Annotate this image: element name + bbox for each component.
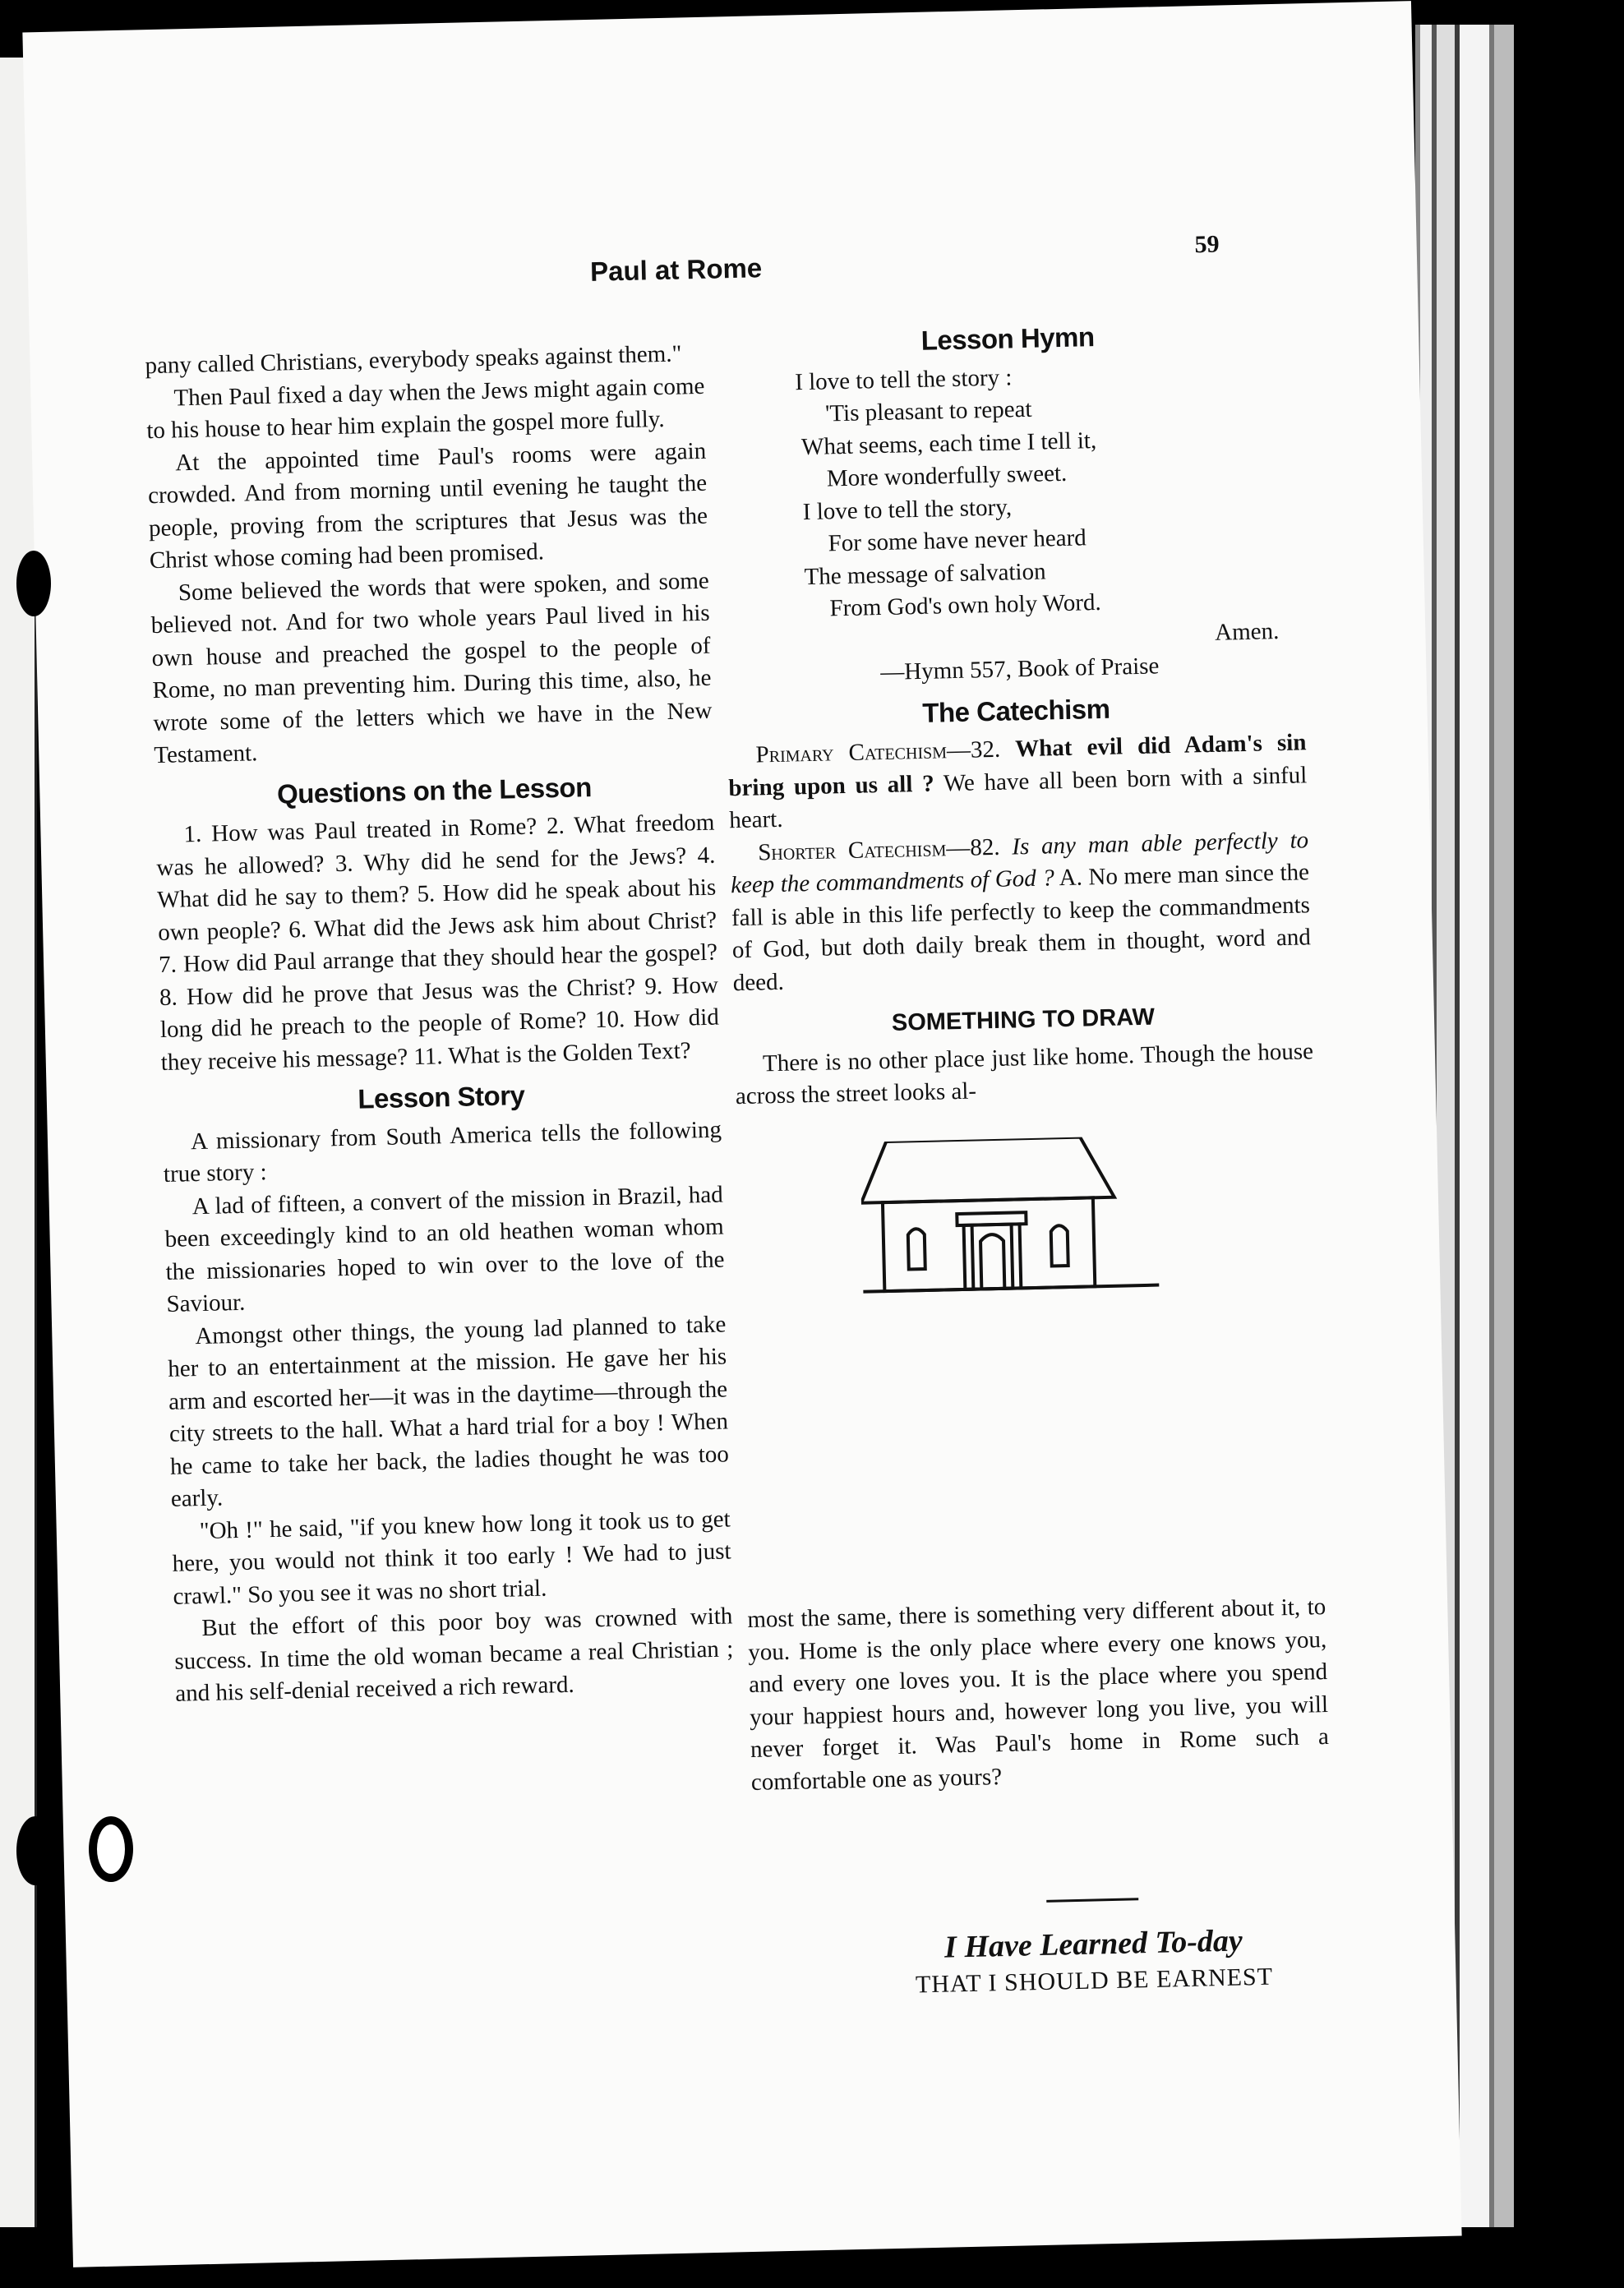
right-column xyxy=(718,307,1319,1308)
house-drawing xyxy=(860,1135,1175,1307)
catechism-heading: The Catechism xyxy=(921,693,1110,728)
hymn-amen: Amen. xyxy=(1214,617,1280,646)
hymn-source: —Hymn 557, Book of Praise xyxy=(879,653,1160,686)
story-paragraph: "Oh !" he said, "if you knew how long it took us to get here, you would not think it too early ! We had to just crawl." So you see it was no short trial. xyxy=(172,1505,731,1610)
hymn-line: 'Tis pleasant to repeat xyxy=(824,395,1032,427)
hymn-line: What seems, each time I tell it, xyxy=(800,427,1097,460)
page-number: 59 xyxy=(1194,230,1220,259)
learned-text: THAT I SHOULD BE EARNEST xyxy=(915,1963,1274,1999)
hymn-line: More wonderfully sweet. xyxy=(826,459,1068,492)
binding-hole xyxy=(16,551,51,616)
paragraph: At the appointed time Paul's rooms were again crowded. And from morning until evening he taught the people, proving from the scriptures that Jesus was the Christ whose coming had been promised. xyxy=(147,437,708,574)
draw-heading: SOMETHING TO DRAW xyxy=(891,1003,1156,1036)
shorter-catechism-question: Is any man able perfectly to keep the commandments of God ? xyxy=(730,826,1309,899)
learned-today xyxy=(829,1893,1357,2000)
story-heading: Lesson Story xyxy=(357,1079,525,1114)
questions-text: 1. How was Paul treated in Rome? 2. What freedom was he allowed? 3. Why did he send for the Jews? 4. What did he say to them? 5. How did he speak about his own people? 6. What did the Jews ask him about Christ? 7. How did Paul arrange that they should hear the gospel? 8. How did he prove that Jesus was the Christ? 9. How long did he preach to the people of Rome? 10. How did they receive his message? 11. What is the Golden Text? xyxy=(156,809,720,1076)
story-paragraph: But the effort of this poor boy was crowned with success. In time the old woman became a real Christian ; and his self-denial received a rich reward. xyxy=(174,1603,734,1707)
primary-catechism-answer: We have all been born with a sinful heart. xyxy=(728,761,1308,834)
story-paragraph: Amongst other things, the young lad planned to take her to an entertainment at the mission. He gave her his arm and escorted her—it was in the daytime—through the city streets to the hall. What a hard trial for a boy ! When he came to take her back, the ladies thought he was too early. xyxy=(167,1311,730,1512)
draw-text: There is no other place just like home. Though the house across the street looks al- xyxy=(735,1037,1314,1110)
hymn xyxy=(795,355,1305,691)
hymn-line: From God's own holy Word. xyxy=(829,588,1102,622)
running-head: Paul at Rome xyxy=(589,252,763,287)
primary-catechism-question: What evil did Adam's sin bring upon us all ? xyxy=(728,729,1307,801)
primary-catechism-label: Primary Catechism—32. xyxy=(755,736,1001,768)
right-column-continued xyxy=(747,1591,1330,1799)
divider xyxy=(1046,1898,1138,1903)
binding-hole xyxy=(89,1816,133,1882)
draw-text-continued: most the same, there is something very different about it, to you. Home is the only place where every one knows you, and every one loves you. It is the place where you spend your happiest hours and, however long you live, you will never forget it. Was Paul's home in Rome such a comfortable one as yours? xyxy=(747,1594,1330,1796)
hymn-line: The message of salvation xyxy=(804,557,1046,590)
page-header xyxy=(28,230,1417,287)
hymn-line: I love to tell the story : xyxy=(794,363,1013,395)
binding-hole xyxy=(16,1816,54,1885)
shorter-catechism-label: Shorter Catechism—82. xyxy=(757,833,1000,865)
hymn-line: I love to tell the story, xyxy=(802,493,1013,525)
story-paragraph: A missionary from South America tells the following true story : xyxy=(163,1116,722,1188)
story-paragraph: A lad of fifteen, a convert of the mission in Brazil, had been exceedingly kind to an old heathen woman whom the missionaries hoped to win over to the love of the Saviour. xyxy=(164,1181,725,1317)
learned-heading: I Have Learned To-day xyxy=(943,1923,1243,1965)
primary-catechism xyxy=(727,727,1308,837)
paragraph: pany called Christians, everybody speaks against them." xyxy=(145,340,682,380)
paragraph: Some believed the words that were spoken, and some believed not. And for two whole years Paul lived in his own house and preached the gospel to the people of Rome, no man preventing him. During this time, also, he wrote some of the letters which we have in the New Testament. xyxy=(150,567,713,769)
left-column xyxy=(145,338,734,1711)
questions-heading: Questions on the Lesson xyxy=(276,771,593,810)
shorter-catechism-answer: A. No mere man since the fall is able in this life perfectly to keep the commandments of God, but doth daily break them in thought, word and deed. xyxy=(731,859,1312,996)
hymn-line: For some have never heard xyxy=(828,524,1087,557)
hymn-heading: Lesson Hymn xyxy=(920,321,1095,356)
paragraph: Then Paul fixed a day when the Jews might again come to his house to hear him explain the gospel more fully. xyxy=(146,372,705,445)
book-page xyxy=(22,1,1461,2267)
shorter-catechism xyxy=(730,824,1312,999)
